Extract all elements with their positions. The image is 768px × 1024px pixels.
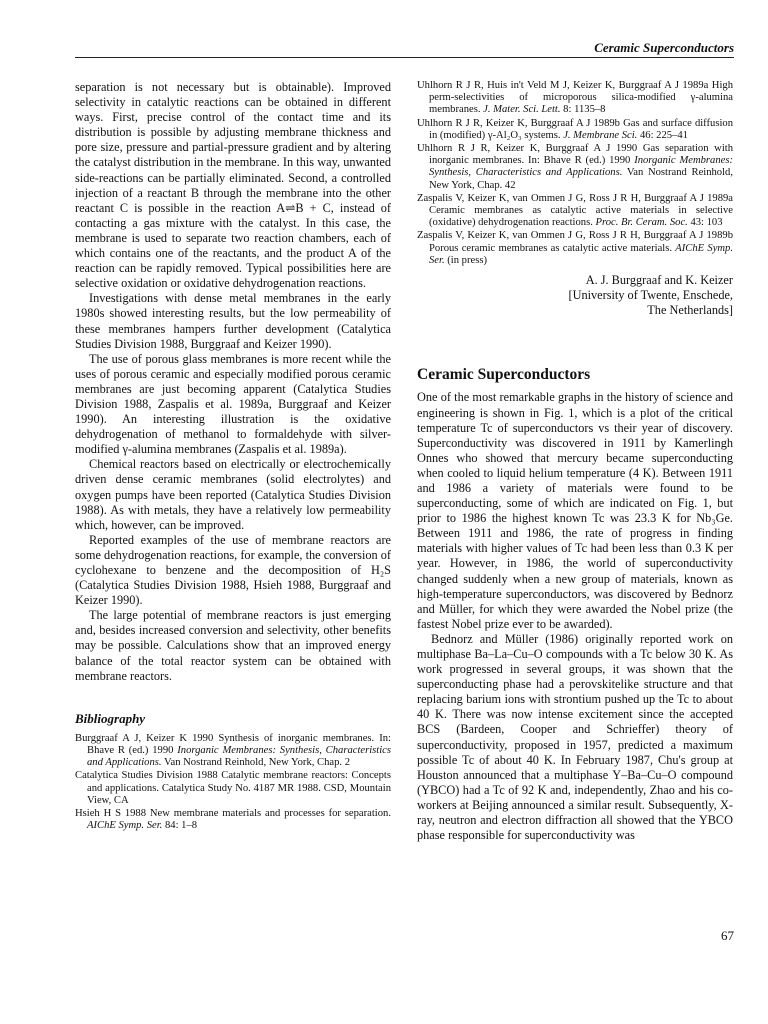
paragraph: One of the most remarkable graphs in the history of science and engineering is shown in Fig. 1, which is a plot of the critical temperature Tc of superconductors vs their year of discovery. Superconductivity was discovered in 1911 by Kamerlingh Onnes who showed that mercury became superconducting when cooled to liquid helium temperature (4 K). Between 1911 and 1986 a variety of materials were found to be superconducting, some of which are indicated on Fig. 1, but prior to 1986 the highest known Tc was 23.3 K for Nb₃Ge. Between 1911 and 1986, the rate of progress in finding materials with higher values of Tc had been less than 0.3 K per year. However, in 1986, the world of superconductivity changed suddenly when a new group of materials, known as high-temperature superconductors, was discovered by Bednorz and Müller, for which they were awarded the Nobel prize (the fastest Nobel prize ever to be awarded). — [417, 390, 733, 631]
bibliography-entry: Zaspalis V, Keizer K, van Ommen J G, Ross J R H, Burggraaf A J 1989b Porous ceramic membranes as catalytic active materials. AIChE Symp. Ser. (in press) — [417, 230, 733, 266]
bibliography-entry: Uhlhorn R J R, Keizer K, Burggraaf A J 1989b Gas and surface diffusion in (modified) γ-Al₂O₃ systems. J. Membrane Sci. 46: 225–41 — [417, 117, 733, 141]
section-title: Ceramic Superconductors — [417, 366, 591, 384]
paragraph: The large potential of membrane reactors is just emerging and, besides increased conversion and selectivity, other benefits may be possible. Calculations show that an improved energy balance of the total reactor system can be obtained with membrane reactors. — [75, 608, 391, 683]
affiliation: The Netherlands] — [647, 303, 733, 318]
bibliography-entry: Hsieh H S 1988 New membrane materials and processes for separation. AIChE Symp. Ser. 84: 1–8 — [75, 808, 391, 832]
left-column — [75, 80, 391, 833]
bibliography-entry: Zaspalis V, Keizer K, van Ommen J G, Ross J R H, Burggraaf A J 1989a Ceramic membranes as catalytic active materials in selective (oxidative) dehydrogenation reactions. Proc. Br. Ceram. Soc. 43: 103 — [417, 192, 733, 229]
right-column — [417, 80, 733, 843]
header-rule — [75, 57, 734, 58]
bibliography-entry: Burggraaf A J, Keizer K 1990 Synthesis of inorganic membranes. In: Bhave R (ed.) 1990 Inorganic Membranes: Synthesis, Characteristics and Applications. Van Nostrand Reinhold, New York, Chap. 2 — [75, 732, 391, 769]
affiliation: [University of Twente, Enschede, — [568, 288, 733, 303]
paragraph: Reported examples of the use of membrane reactors are some dehydrogenation reactions, for example, the conversion of cyclohexane to benzene and the decomposition of H₂S (Catalytica Studies Division 1988, Hsieh 1988, Burggraaf and Keizer 1990). — [75, 532, 391, 608]
bibliography-entry: Catalytica Studies Division 1988 Catalytic membrane reactors: Concepts and applications. Catalytica Study No. 4187 MR 1988. CSD, Mountain View, CA — [75, 770, 391, 806]
paragraph: Bednorz and Müller (1986) originally reported work on multiphase Ba–La–Cu–O compounds with a Tc below 30 K. As work progressed in several groups, it was shown that the superconducting phase had a perovskitelike structure and that replacing barium ions with strontium pushed up the Tc to about 40 K. There was now intense excitement since the accepted BCS (Bardeen, Cooper and Schrieffer) theory of superconductivity, proposed in 1957, predicted a maximum possible Tc of about 40 K. In February 1987, Chu's group at Houston announced that a multiphase Y–Ba–Cu–O compound (YBCO) had a Tc of 92 K and, independently, Zhao and his co-workers at Beijing announced a similar result. Subsequently, X-ray, neutron and electron diffraction all showed that the YBCO phase responsible for superconductivity was — [417, 631, 733, 843]
author-block — [417, 273, 733, 318]
article-authors: A. J. Burggraaf and K. Keizer — [585, 273, 733, 288]
paragraph: Chemical reactors based on electrically or electrochemically driven dense ceramic membranes (solid electrolytes) and oxygen pumps have been reported (Catalytica Studies Division 1988). As with metals, they have a relatively low permeability which, however, can be improved. — [75, 457, 391, 532]
paragraph: separation is not necessary but is obtainable). Improved selectivity in catalytic reactions can be obtained in different ways. First, precise control of the contact time and its distribution is possible by adjusting membrane thickness and pore size, pressure and partial-pressure gradient and by altering the catalyst distribution in the membrane. In this way, unwanted side-reactions can be partially eliminated. Second, a controlled injection of a reactant B through the membrane into the other reactant C is possible in the reaction A⇌B + C, instead of contacting a gas mixture with the catalyst. In this case, the membrane is used to separate two reaction chambers, each of which contains one of the reactants, and the product A of the reaction can be rapidly removed. Typical possibilities here are selective oxidation or oxidative dehydrogenation reactions. — [75, 80, 391, 291]
paragraph: The use of porous glass membranes is more recent while the uses of porous ceramic and especially modified porous ceramic membranes are just becoming apparent (Catalytica Studies Division 1988, Zaspalis et al. 1989a, Burggraaf and Keizer 1990). An interesting illustration is the oxidative dehydrogenation of methanol to formaldehyde with silver-modified γ-alumina membranes (Zaspalis et al. 1989a). — [75, 351, 391, 457]
running-head: Ceramic Superconductors — [594, 40, 734, 55]
bibliography-heading: Bibliography — [75, 710, 146, 726]
page-number: 67 — [721, 928, 734, 943]
bibliography-entry: Uhlhorn R J R, Huis in't Veld M J, Keizer K, Burggraaf A J 1989a High perm-selectivities of microporous silica-modified γ-alumina membranes. J. Mater. Sci. Lett. 8: 1135–8 — [417, 80, 733, 116]
bibliography-entry: Uhlhorn R J R, Keizer K, Burggraaf A J 1990 Gas separation with inorganic membranes. In: Bhave R (ed.) 1990 Inorganic Membranes: Synthesis, Characteristics and Applications. Van Nostrand Reinhold, New York, Chap. 42 — [417, 143, 733, 191]
paragraph: Investigations with dense metal membranes in the early 1980s showed interesting results, but the low permeability of these membranes hampers further development (Catalytica Studies Division 1988, Burggraaf and Keizer 1990). — [75, 291, 391, 351]
